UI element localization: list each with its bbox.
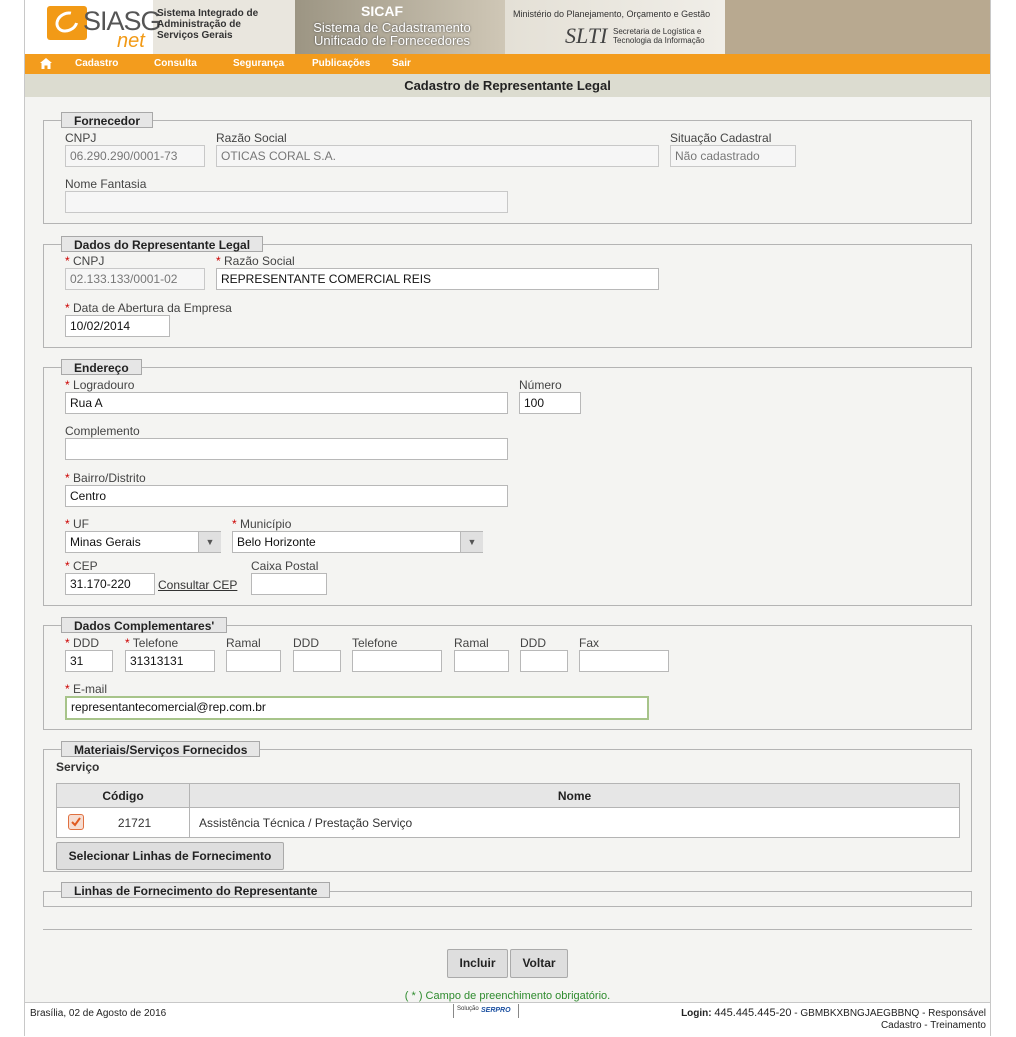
required-note: ( * ) Campo de preenchimento obrigatório. bbox=[404, 990, 611, 1002]
solucao-text: Solução bbox=[457, 1006, 479, 1012]
table-header-codigo: Código bbox=[57, 784, 190, 808]
label-caixa-postal: Caixa Postal bbox=[251, 559, 319, 573]
label-uf bbox=[65, 517, 89, 531]
consultar-cep-link[interactable]: Consultar CEP bbox=[158, 578, 238, 592]
table-cell-codigo bbox=[57, 808, 190, 838]
label-telefone-2: Telefone bbox=[352, 636, 398, 650]
page-frame bbox=[24, 0, 991, 1036]
nav-seguranca[interactable]: Segurança bbox=[233, 58, 285, 69]
label-data-abertura bbox=[65, 301, 232, 315]
system-desc-line: Serviços Gerais bbox=[157, 30, 233, 41]
nav-sair[interactable]: Sair bbox=[392, 58, 411, 69]
label-razao-fornecedor: Razão Social bbox=[216, 131, 287, 145]
label-text: UF bbox=[73, 517, 90, 531]
required-mark: * bbox=[216, 254, 221, 268]
municipio-select-value: Belo Horizonte bbox=[237, 535, 316, 549]
table-header-row bbox=[57, 784, 960, 808]
nav-consulta[interactable]: Consulta bbox=[154, 58, 197, 69]
label-municipio bbox=[232, 517, 291, 531]
checkmark-icon bbox=[69, 815, 83, 829]
page-title: Cadastro de Representante Legal bbox=[25, 74, 990, 97]
row-checkbox[interactable] bbox=[68, 814, 84, 830]
nav-publicacoes[interactable]: Publicações bbox=[312, 58, 371, 69]
login-line-2: Cadastro - Treinamento bbox=[880, 1020, 986, 1031]
situacao-field[interactable]: Não cadastrado bbox=[670, 145, 796, 167]
legend-linhas: Linhas de Fornecimento do Representante bbox=[61, 882, 330, 898]
legend-fornecedor: Fornecedor bbox=[61, 112, 153, 128]
home-icon[interactable] bbox=[40, 58, 52, 69]
ddd-1-field[interactable]: 31 bbox=[65, 650, 113, 672]
logo-text: SIASG bbox=[83, 6, 161, 36]
table-header-nome: Nome bbox=[190, 784, 960, 808]
required-mark: * bbox=[232, 517, 237, 531]
slti-desc-line: Tecnologia da Informação bbox=[613, 36, 705, 45]
required-mark: * bbox=[65, 682, 70, 696]
ramal-2-field[interactable] bbox=[454, 650, 509, 672]
nome-fantasia-field[interactable] bbox=[65, 191, 508, 213]
system-desc-line: Sistema Integrado de bbox=[157, 8, 259, 19]
table-cell-nome: Assistência Técnica / Prestação Serviço bbox=[190, 808, 960, 838]
label-text: Bairro/Distrito bbox=[73, 471, 146, 485]
caixa-postal-field[interactable] bbox=[251, 573, 327, 595]
bairro-field[interactable]: Centro bbox=[65, 485, 508, 507]
label-bairro bbox=[65, 471, 146, 485]
label-cnpj-fornecedor: CNPJ bbox=[65, 131, 97, 145]
sicaf-sub-line: Unificado de Fornecedores bbox=[313, 33, 471, 48]
legend-endereco: Endereço bbox=[61, 359, 142, 375]
fax-field[interactable] bbox=[579, 650, 669, 672]
label-ramal-1: Ramal bbox=[226, 636, 261, 650]
ddd-3-field[interactable] bbox=[520, 650, 568, 672]
slti-desc-line: Secretaria de Logística e bbox=[613, 27, 702, 36]
cnpj-fornecedor-field[interactable]: 06.290.290/0001-73 bbox=[65, 145, 205, 167]
complemento-field[interactable] bbox=[65, 438, 508, 460]
label-ddd-2: DDD bbox=[293, 636, 319, 650]
required-mark: * bbox=[125, 636, 130, 650]
numero-field[interactable]: 100 bbox=[519, 392, 581, 414]
label-text: CNPJ bbox=[73, 254, 105, 268]
ministry-text: Ministério do Planejamento, Orçamento e Gestão bbox=[513, 9, 711, 19]
required-mark: * bbox=[65, 378, 70, 392]
fieldset-representante bbox=[43, 244, 972, 348]
cep-field[interactable]: 31.170-220 bbox=[65, 573, 155, 595]
logradouro-field[interactable]: Rua A bbox=[65, 392, 508, 414]
municipio-chevron-down-icon[interactable]: ▼ bbox=[460, 532, 483, 552]
label-nome-fantasia: Nome Fantasia bbox=[65, 177, 147, 191]
razao-fornecedor-field[interactable]: OTICAS CORAL S.A. bbox=[216, 145, 659, 167]
data-abertura-field[interactable]: 10/02/2014 bbox=[65, 315, 170, 337]
required-mark: * bbox=[65, 471, 70, 485]
table-row bbox=[57, 808, 960, 838]
label-text: DDD bbox=[73, 636, 100, 650]
cnpj-representante-field[interactable]: 02.133.133/0001-02 bbox=[65, 268, 205, 290]
divider bbox=[43, 929, 972, 930]
uf-select-value: Minas Gerais bbox=[70, 535, 141, 549]
login-rest: - GBMBKXBNGJAEGBBNQ - Responsável bbox=[794, 1008, 986, 1019]
label-cnpj-representante bbox=[65, 254, 104, 268]
uf-chevron-down-icon[interactable]: ▼ bbox=[198, 532, 221, 552]
label-text: Telefone bbox=[132, 636, 179, 650]
label-complemento: Complemento bbox=[65, 424, 140, 438]
incluir-button[interactable]: Incluir bbox=[447, 949, 508, 978]
serpro-text: SERPRO bbox=[481, 1007, 511, 1014]
label-fax: Fax bbox=[579, 636, 600, 650]
email-field[interactable]: representantecomercial@rep.com.br bbox=[65, 696, 649, 720]
sicaf-subtitle bbox=[297, 21, 487, 47]
sicaf-sub-line: Sistema de Cadastramento bbox=[313, 20, 471, 35]
required-mark: * bbox=[65, 559, 70, 573]
nav-cadastro[interactable]: Cadastro bbox=[75, 58, 119, 69]
municipio-select[interactable] bbox=[232, 531, 483, 553]
label-text: Data de Abertura da Empresa bbox=[73, 301, 232, 315]
razao-representante-field[interactable]: REPRESENTANTE COMERCIAL REIS bbox=[216, 268, 659, 290]
label-numero: Número bbox=[519, 378, 562, 392]
ramal-1-field[interactable] bbox=[226, 650, 281, 672]
required-mark: * bbox=[65, 517, 70, 531]
telefone-2-field[interactable] bbox=[352, 650, 442, 672]
slti-logo: SLTI bbox=[565, 23, 608, 48]
footer-date: Brasília, 02 de Agosto de 2016 bbox=[30, 1008, 167, 1019]
label-razao-representante bbox=[216, 254, 295, 268]
materiais-table bbox=[56, 783, 960, 838]
slti-description bbox=[613, 27, 723, 45]
sicaf-title: SICAF bbox=[361, 3, 403, 19]
label-ramal-2: Ramal bbox=[454, 636, 489, 650]
legend-materiais: Materiais/Serviços Fornecidos bbox=[61, 741, 260, 757]
label-email bbox=[65, 682, 107, 696]
label-text: E-mail bbox=[73, 682, 108, 696]
system-description bbox=[157, 8, 277, 41]
legend-representante: Dados do Representante Legal bbox=[61, 236, 263, 252]
ddd-2-field[interactable] bbox=[293, 650, 341, 672]
system-desc-line: Administração de bbox=[157, 19, 241, 30]
required-mark: * bbox=[65, 636, 70, 650]
telefone-1-field[interactable]: 31313131 bbox=[125, 650, 215, 672]
label-situacao: Situação Cadastral bbox=[670, 131, 772, 145]
login-label: Login: bbox=[681, 1008, 712, 1019]
label-ddd-3: DDD bbox=[520, 636, 546, 650]
selecionar-linhas-button[interactable]: Selecionar Linhas de Fornecimento bbox=[56, 842, 284, 870]
logo-sub: net bbox=[117, 30, 145, 52]
legend-complementares: Dados Complementares' bbox=[61, 617, 227, 633]
servico-subtitle: Serviço bbox=[56, 760, 100, 774]
voltar-button[interactable]: Voltar bbox=[510, 949, 568, 978]
login-info bbox=[681, 1007, 986, 1032]
required-mark: * bbox=[65, 301, 70, 315]
label-text: CEP bbox=[73, 559, 98, 573]
label-ddd-1 bbox=[65, 636, 99, 650]
serpro-logo bbox=[453, 1004, 519, 1018]
label-text: Razão Social bbox=[224, 254, 295, 268]
codigo-value: 21721 bbox=[117, 815, 152, 830]
required-mark: * bbox=[65, 254, 70, 268]
label-text: Logradouro bbox=[73, 378, 135, 392]
login-line-1 bbox=[681, 1007, 986, 1020]
label-text: Município bbox=[240, 517, 292, 531]
label-logradouro bbox=[65, 378, 134, 392]
login-value: 445.445.445-20 bbox=[714, 1007, 792, 1019]
label-cep bbox=[65, 559, 98, 573]
label-telefone-1 bbox=[125, 636, 178, 650]
